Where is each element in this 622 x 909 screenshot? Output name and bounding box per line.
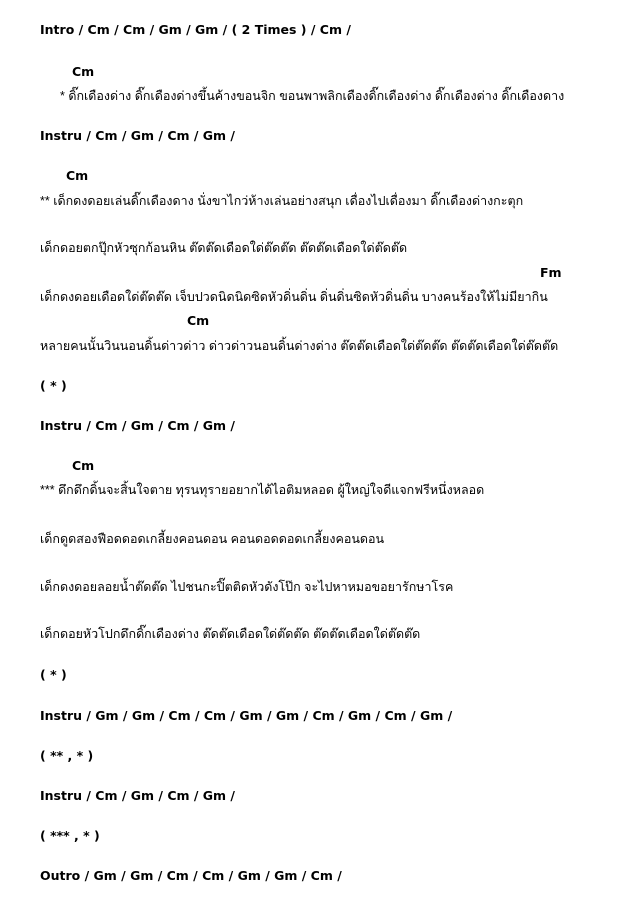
repeat-marker-3: ( ** , * )	[40, 748, 94, 763]
lyric-line-verse2-1: ** เด็กดงดอยเล่นดิ๊กเดืองดาง นั่งขาไกว่ห้างเล่นอย่างสนุก เดื่องไปเดื่องมา ดิ๊กเดืองด่างกะตุก	[40, 194, 524, 208]
intro-line: Intro / Cm / Cm / Gm / Gm / ( 2 Times ) / Cm /	[40, 22, 351, 37]
chord-label: Cm	[72, 64, 95, 79]
lyric-line-verse2-2: เด็กดอยตกปุ๊กหัวซุกก้อนหิน ต๊ดต๊ดเดือดใด่ต๊ดต๊ด ต๊ดต๊ดเดือดใด่ต๊ดต๊ด	[40, 241, 408, 255]
lyric-line-verse1: * ดิ๊กเดืองด่าง ดิ๊กเดืองด่างขึ้นค้างขอนจิก ขอนพาพลิกเดืองดิ๊กเดืองด่าง ดิ๊กเดืองด่าง ดิ๊กเดืองดาง	[60, 89, 565, 103]
chord-label-fm: Fm	[540, 265, 562, 280]
lyric-line-verse3-4: เด็กดอยหัวโปกดึกดิ๊กเดืองด่าง ต๊ดต๊ดเดือดใด่ต๊ดต๊ด ต๊ดต๊ดเดือดใด่ต๊ดต๊ด	[40, 627, 421, 641]
lyric-line-verse2-3: เด็กดงดอยเดือดใด่ต๊ดต๊ด เจ็บปวดนิดนิดซิดหัวดิ่นดิ่น ดิ่นดิ่นซิดหัวดิ่นดิ่น บางคนร้องให้ไม่มียากิน	[40, 290, 548, 304]
repeat-marker-1: ( * )	[40, 378, 67, 393]
instru-line-3: Instru / Gm / Gm / Cm / Cm / Gm / Gm / Cm / Gm / Cm / Gm /	[40, 708, 453, 723]
lyric-line-verse3-1: *** ดึกดึกดิ้นจะสิ้นใจตาย ทุรนทุรายอยากได้ไอติมหลอด ผู้ใหญ่ใจดีแจกฟรีหนึ่งหลอด	[40, 483, 485, 497]
chord-label: Cm	[72, 458, 95, 473]
chord-label-cm: Cm	[187, 313, 210, 328]
chord-label: Cm	[66, 168, 89, 183]
lyric-line-verse2-4: หลายคนนั้นวินนอนดิ้นด่าวด่าว ด่าวด่าวนอนดิ้นด่างด่าง ต๊ดต๊ดเดือดใด่ต๊ดต๊ด ต๊ดต๊ดเดือดใด่ต๊ดต๊ด	[40, 339, 559, 353]
instru-line-2: Instru / Cm / Gm / Cm / Gm /	[40, 418, 235, 433]
repeat-marker-2: ( * )	[40, 667, 67, 682]
outro-line: Outro / Gm / Gm / Cm / Cm / Gm / Gm / Cm /	[40, 868, 342, 883]
lyric-line-verse3-3: เด็กดงดอยลอยน้ำต๊ดต๊ด ไปชนกะปิ๊ตติดหัวดังโป๊ก จะไปหาหมอขอยารักษาโรค	[40, 580, 454, 594]
instru-line-4: Instru / Cm / Gm / Cm / Gm /	[40, 788, 235, 803]
lyric-line-verse3-2: เด็กดูดสองฟือดดอดเกลี้ยงคอนดอน คอนดอดดอดเกลี้ยงคอนดอน	[40, 532, 385, 546]
instru-line-1: Instru / Cm / Gm / Cm / Gm /	[40, 128, 235, 143]
repeat-marker-4: ( *** , * )	[40, 828, 100, 843]
